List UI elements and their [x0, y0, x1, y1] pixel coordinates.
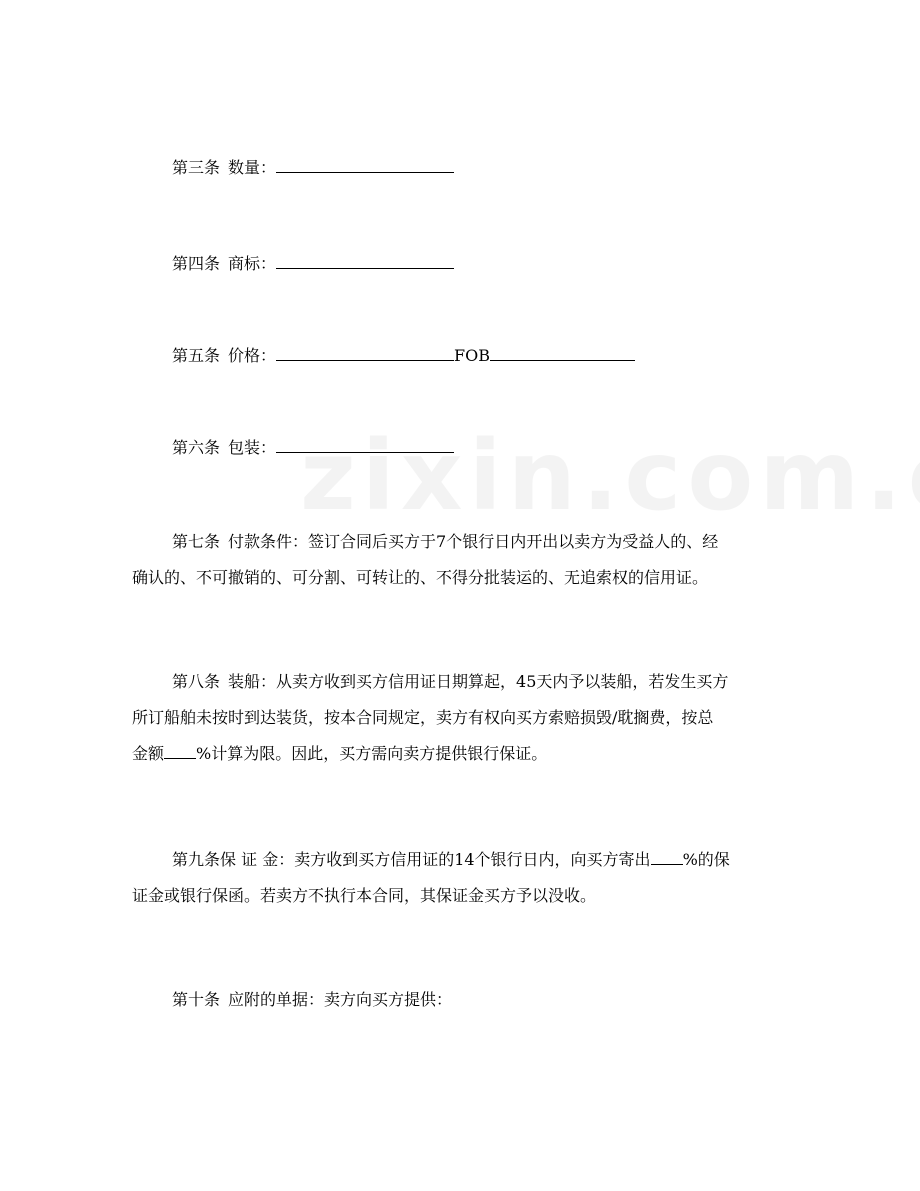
- clause-text-fragment: %计算为限。因此，买方需向卖方提供银行保证。: [196, 744, 548, 763]
- fill-in-blank[interactable]: [276, 160, 454, 173]
- fill-in-blank[interactable]: [164, 746, 196, 759]
- clause-heading: 第九条: [172, 850, 221, 869]
- clause-text-line: 证金或银行保函。若卖方不执行本合同，其保证金买方予以没收。: [132, 886, 597, 905]
- fill-in-blank[interactable]: [276, 348, 454, 361]
- clause-label: 包装：: [228, 438, 277, 457]
- fill-in-blank[interactable]: [651, 852, 683, 865]
- clause-heading: 第四条: [172, 254, 221, 273]
- clause-3: [132, 150, 802, 186]
- clause-label: 商标：: [228, 254, 277, 273]
- clause-heading: 第六条: [172, 438, 221, 457]
- clause-heading: 第七条: [172, 532, 221, 551]
- fill-in-blank[interactable]: [490, 348, 635, 361]
- clause-text-line: 付款条件：签订合同后买方于7个银行日内开出以卖方为受益人的、经: [228, 532, 719, 551]
- clause-7: [132, 524, 802, 596]
- clause-text-line: 装船：从卖方收到买方信用证日期算起，45天内予以装船，若发生买方: [228, 672, 729, 691]
- clause-text-fragment: %的保: [682, 850, 730, 869]
- fill-in-blank[interactable]: [276, 256, 454, 269]
- clause-heading: 第八条: [172, 672, 221, 691]
- clause-text-fragment: 保 证 金：卖方收到买方信用证的14个银行日内，向买方寄出: [220, 850, 651, 869]
- clause-heading: 第五条: [172, 346, 221, 365]
- clause-text-line: 确认的、不可撤销的、可分割、可转让的、不得分批装运的、无追索权的信用证。: [132, 568, 709, 587]
- clause-4: [132, 246, 802, 282]
- clause-6: [132, 430, 802, 466]
- clause-9: [132, 842, 802, 914]
- clause-5: [132, 338, 802, 374]
- clause-10: [132, 982, 802, 1018]
- price-term: FOB: [454, 346, 491, 365]
- clause-text-fragment: 金额: [132, 744, 165, 763]
- clause-heading: 第十条: [172, 990, 221, 1009]
- clause-label: 应附的单据：卖方向买方提供：: [228, 990, 453, 1009]
- clause-heading: 第三条: [172, 158, 221, 177]
- clause-text-line: 所订船舶未按时到达装货，按本合同规定，卖方有权向买方索赔损毁/耽搁费，按总: [132, 708, 714, 727]
- fill-in-blank[interactable]: [276, 440, 454, 453]
- clause-8: [132, 664, 802, 772]
- clause-label: 数量：: [228, 158, 277, 177]
- clause-label: 价格：: [228, 346, 277, 365]
